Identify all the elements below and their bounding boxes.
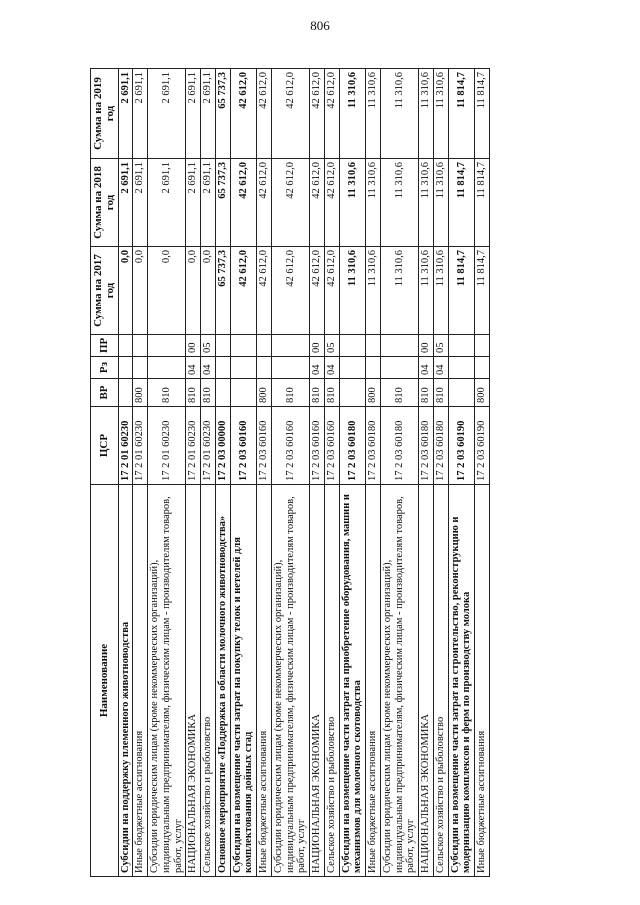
row-sum-2017: 0,0: [148, 247, 186, 335]
table-row: [433, 69, 448, 877]
row-name: Иные бюджетные ассигнования: [366, 485, 381, 877]
budget-table: [90, 68, 490, 877]
row-name: Сельское хозяйство и рыболовство: [201, 485, 216, 877]
row-pr: [339, 335, 366, 357]
row-vr: 810: [380, 379, 418, 407]
row-name: НАЦИОНАЛЬНАЯ ЭКОНОМИКА: [310, 485, 325, 877]
table-row: [271, 69, 309, 877]
page-number: 806: [310, 18, 330, 33]
row-csr: 17 2 03 60180: [419, 407, 434, 485]
row-pr: 00: [310, 335, 325, 357]
row-rz: [215, 357, 230, 379]
table-row: [186, 69, 201, 877]
row-rz: [118, 357, 133, 379]
row-pr: 05: [324, 335, 339, 357]
header-rz: Рз: [91, 357, 119, 379]
table-row: [310, 69, 325, 877]
row-sum-2019: 2 691,1: [186, 69, 201, 159]
row-pr: [448, 335, 475, 357]
rotated-table-container: [90, 69, 550, 877]
row-sum-2019: 2 691,1: [201, 69, 216, 159]
row-pr: [215, 335, 230, 357]
row-name: НАЦИОНАЛЬНАЯ ЭКОНОМИКА: [186, 485, 201, 877]
header-sum-2017: Сумма на 2017 год: [91, 247, 119, 335]
table-header-row: [91, 69, 119, 877]
row-vr: [230, 379, 257, 407]
row-sum-2019: 2 691,1: [118, 69, 133, 159]
row-sum-2018: 42 612,0: [271, 159, 309, 247]
row-name: Субсидии на возмещение части затрат на покупку телок и нетелей для комплектования дойных стад: [230, 485, 257, 877]
row-sum-2019: 2 691,1: [148, 69, 186, 159]
row-csr: 17 2 03 60180: [366, 407, 381, 485]
row-sum-2017: 11 310,6: [339, 247, 366, 335]
row-sum-2018: 42 612,0: [230, 159, 257, 247]
row-sum-2018: 2 691,1: [133, 159, 148, 247]
row-vr: 810: [186, 379, 201, 407]
row-sum-2018: 11 814,7: [448, 159, 475, 247]
header-name: Наименование: [91, 485, 119, 877]
row-name: Иные бюджетные ассигнования: [475, 485, 490, 877]
row-csr: 17 2 01 60230: [201, 407, 216, 485]
row-sum-2017: 0,0: [186, 247, 201, 335]
row-pr: [148, 335, 186, 357]
row-name: Иные бюджетные ассигнования: [133, 485, 148, 877]
row-rz: [380, 357, 418, 379]
header-sum-2019: Сумма на 2019 год: [91, 69, 119, 159]
row-sum-2018: 11 310,6: [419, 159, 434, 247]
table-row: [133, 69, 148, 877]
row-vr: [118, 379, 133, 407]
row-rz: [339, 357, 366, 379]
table-body: [118, 69, 489, 877]
row-name: Основное мероприятие «Поддержка в области молочного животноводства»: [215, 485, 230, 877]
row-sum-2018: 42 612,0: [257, 159, 272, 247]
row-csr: 17 2 03 60160: [257, 407, 272, 485]
row-csr: 17 2 03 60190: [475, 407, 490, 485]
row-pr: [118, 335, 133, 357]
table-row: [380, 69, 418, 877]
row-sum-2018: 11 310,6: [366, 159, 381, 247]
row-name: Субсидии юридическим лицам (кроме некоммерческих организаций), индивидуальным предпринимателям, физическим лицам - производителям товаров, работ, услуг: [271, 485, 309, 877]
table-row: [215, 69, 230, 877]
row-vr: 800: [133, 379, 148, 407]
row-sum-2018: 42 612,0: [324, 159, 339, 247]
row-vr: 800: [475, 379, 490, 407]
row-pr: [271, 335, 309, 357]
row-sum-2017: 42 612,0: [324, 247, 339, 335]
row-sum-2019: 11 310,6: [339, 69, 366, 159]
header-vr: ВР: [91, 379, 119, 407]
row-csr: 17 2 03 60180: [339, 407, 366, 485]
row-name: Субсидии юридическим лицам (кроме некоммерческих организаций), индивидуальным предпринимателям, физическим лицам - производителям товаров, работ, услуг: [380, 485, 418, 877]
table-row: [118, 69, 133, 877]
row-vr: [448, 379, 475, 407]
row-sum-2017: 0,0: [133, 247, 148, 335]
row-csr: 17 2 03 60160: [230, 407, 257, 485]
row-vr: 810: [433, 379, 448, 407]
row-vr: 810: [201, 379, 216, 407]
row-rz: 04: [201, 357, 216, 379]
row-rz: [133, 357, 148, 379]
row-name: НАЦИОНАЛЬНАЯ ЭКОНОМИКА: [419, 485, 434, 877]
row-vr: 800: [257, 379, 272, 407]
row-sum-2019: 65 737,3: [215, 69, 230, 159]
row-sum-2019: 42 612,0: [257, 69, 272, 159]
row-vr: 810: [148, 379, 186, 407]
row-vr: 810: [324, 379, 339, 407]
row-sum-2017: 11 310,6: [366, 247, 381, 335]
row-csr: 17 2 01 60230: [186, 407, 201, 485]
header-sum-2018: Сумма на 2018 год: [91, 159, 119, 247]
row-pr: [380, 335, 418, 357]
row-rz: 04: [419, 357, 434, 379]
row-name: Сельское хозяйство и рыболовство: [433, 485, 448, 877]
table-row: [324, 69, 339, 877]
table-row: [475, 69, 490, 877]
row-sum-2017: 42 612,0: [310, 247, 325, 335]
row-csr: 17 2 01 60230: [118, 407, 133, 485]
row-csr: 17 2 01 60230: [133, 407, 148, 485]
row-sum-2018: 11 814,7: [475, 159, 490, 247]
row-sum-2017: 0,0: [201, 247, 216, 335]
row-pr: [257, 335, 272, 357]
row-sum-2019: 11 310,6: [433, 69, 448, 159]
row-sum-2019: 11 814,7: [475, 69, 490, 159]
row-pr: 00: [419, 335, 434, 357]
row-vr: 800: [366, 379, 381, 407]
row-sum-2017: 11 310,6: [419, 247, 434, 335]
row-csr: 17 2 03 60160: [324, 407, 339, 485]
row-pr: [366, 335, 381, 357]
row-sum-2018: 2 691,1: [186, 159, 201, 247]
row-sum-2019: 11 310,6: [380, 69, 418, 159]
row-sum-2019: 11 814,7: [448, 69, 475, 159]
row-rz: [475, 357, 490, 379]
row-name: Субсидии на возмещение части затрат на строительство, реконструкцию и модернизацию комплексов и ферм по производству молока: [448, 485, 475, 877]
row-sum-2018: 65 737,3: [215, 159, 230, 247]
row-sum-2019: 42 612,0: [310, 69, 325, 159]
row-rz: [257, 357, 272, 379]
table-row: [230, 69, 257, 877]
row-sum-2017: 11 310,6: [433, 247, 448, 335]
table-row: [366, 69, 381, 877]
row-rz: [366, 357, 381, 379]
table-row: [148, 69, 186, 877]
row-vr: 810: [271, 379, 309, 407]
row-sum-2018: 11 310,6: [433, 159, 448, 247]
row-csr: 17 2 03 60180: [380, 407, 418, 485]
row-rz: 04: [433, 357, 448, 379]
header-pr: ПР: [91, 335, 119, 357]
row-vr: 810: [419, 379, 434, 407]
row-sum-2018: 11 310,6: [380, 159, 418, 247]
row-name: Субсидии на поддержку племенного животноводства: [118, 485, 133, 877]
row-sum-2017: 11 814,7: [448, 247, 475, 335]
row-rz: 04: [310, 357, 325, 379]
row-sum-2019: 42 612,0: [271, 69, 309, 159]
row-csr: 17 2 01 60230: [148, 407, 186, 485]
row-sum-2017: 42 612,0: [257, 247, 272, 335]
row-name: Иные бюджетные ассигнования: [257, 485, 272, 877]
row-csr: 17 2 03 60190: [448, 407, 475, 485]
row-rz: [448, 357, 475, 379]
row-rz: 04: [186, 357, 201, 379]
row-rz: [148, 357, 186, 379]
row-pr: 05: [433, 335, 448, 357]
row-pr: [230, 335, 257, 357]
row-csr: 17 2 03 60180: [433, 407, 448, 485]
row-rz: 04: [324, 357, 339, 379]
row-csr: 17 2 03 60160: [271, 407, 309, 485]
row-sum-2019: 11 310,6: [419, 69, 434, 159]
row-name: Субсидии юридическим лицам (кроме некоммерческих организаций), индивидуальным предпринимателям, физическим лицам - производителям товаров, работ, услуг: [148, 485, 186, 877]
row-vr: [215, 379, 230, 407]
row-vr: 810: [310, 379, 325, 407]
row-name: Сельское хозяйство и рыболовство: [324, 485, 339, 877]
row-sum-2017: 11 814,7: [475, 247, 490, 335]
row-sum-2018: 2 691,1: [148, 159, 186, 247]
row-pr: 05: [201, 335, 216, 357]
row-csr: 17 2 03 60160: [310, 407, 325, 485]
row-sum-2017: 42 612,0: [271, 247, 309, 335]
row-pr: [475, 335, 490, 357]
row-sum-2019: 2 691,1: [133, 69, 148, 159]
row-pr: 00: [186, 335, 201, 357]
row-sum-2018: 42 612,0: [310, 159, 325, 247]
table-row: [419, 69, 434, 877]
row-sum-2019: 42 612,0: [230, 69, 257, 159]
row-sum-2017: 42 612,0: [230, 247, 257, 335]
row-rz: [230, 357, 257, 379]
table-row: [448, 69, 475, 877]
header-csr: ЦСР: [91, 407, 119, 485]
table-row: [257, 69, 272, 877]
row-sum-2019: 42 612,0: [324, 69, 339, 159]
row-csr: 17 2 03 00000: [215, 407, 230, 485]
row-sum-2018: 2 691,1: [201, 159, 216, 247]
row-rz: [271, 357, 309, 379]
row-sum-2019: 11 310,6: [366, 69, 381, 159]
row-name: Субсидии на возмещение части затрат на приобретение оборудования, машин и механизмов для молочного скотоводства: [339, 485, 366, 877]
table-row: [339, 69, 366, 877]
table-row: [201, 69, 216, 877]
row-sum-2017: 0,0: [118, 247, 133, 335]
row-sum-2017: 11 310,6: [380, 247, 418, 335]
row-sum-2017: 65 737,3: [215, 247, 230, 335]
row-sum-2018: 2 691,1: [118, 159, 133, 247]
row-pr: [133, 335, 148, 357]
row-vr: [339, 379, 366, 407]
row-sum-2018: 11 310,6: [339, 159, 366, 247]
